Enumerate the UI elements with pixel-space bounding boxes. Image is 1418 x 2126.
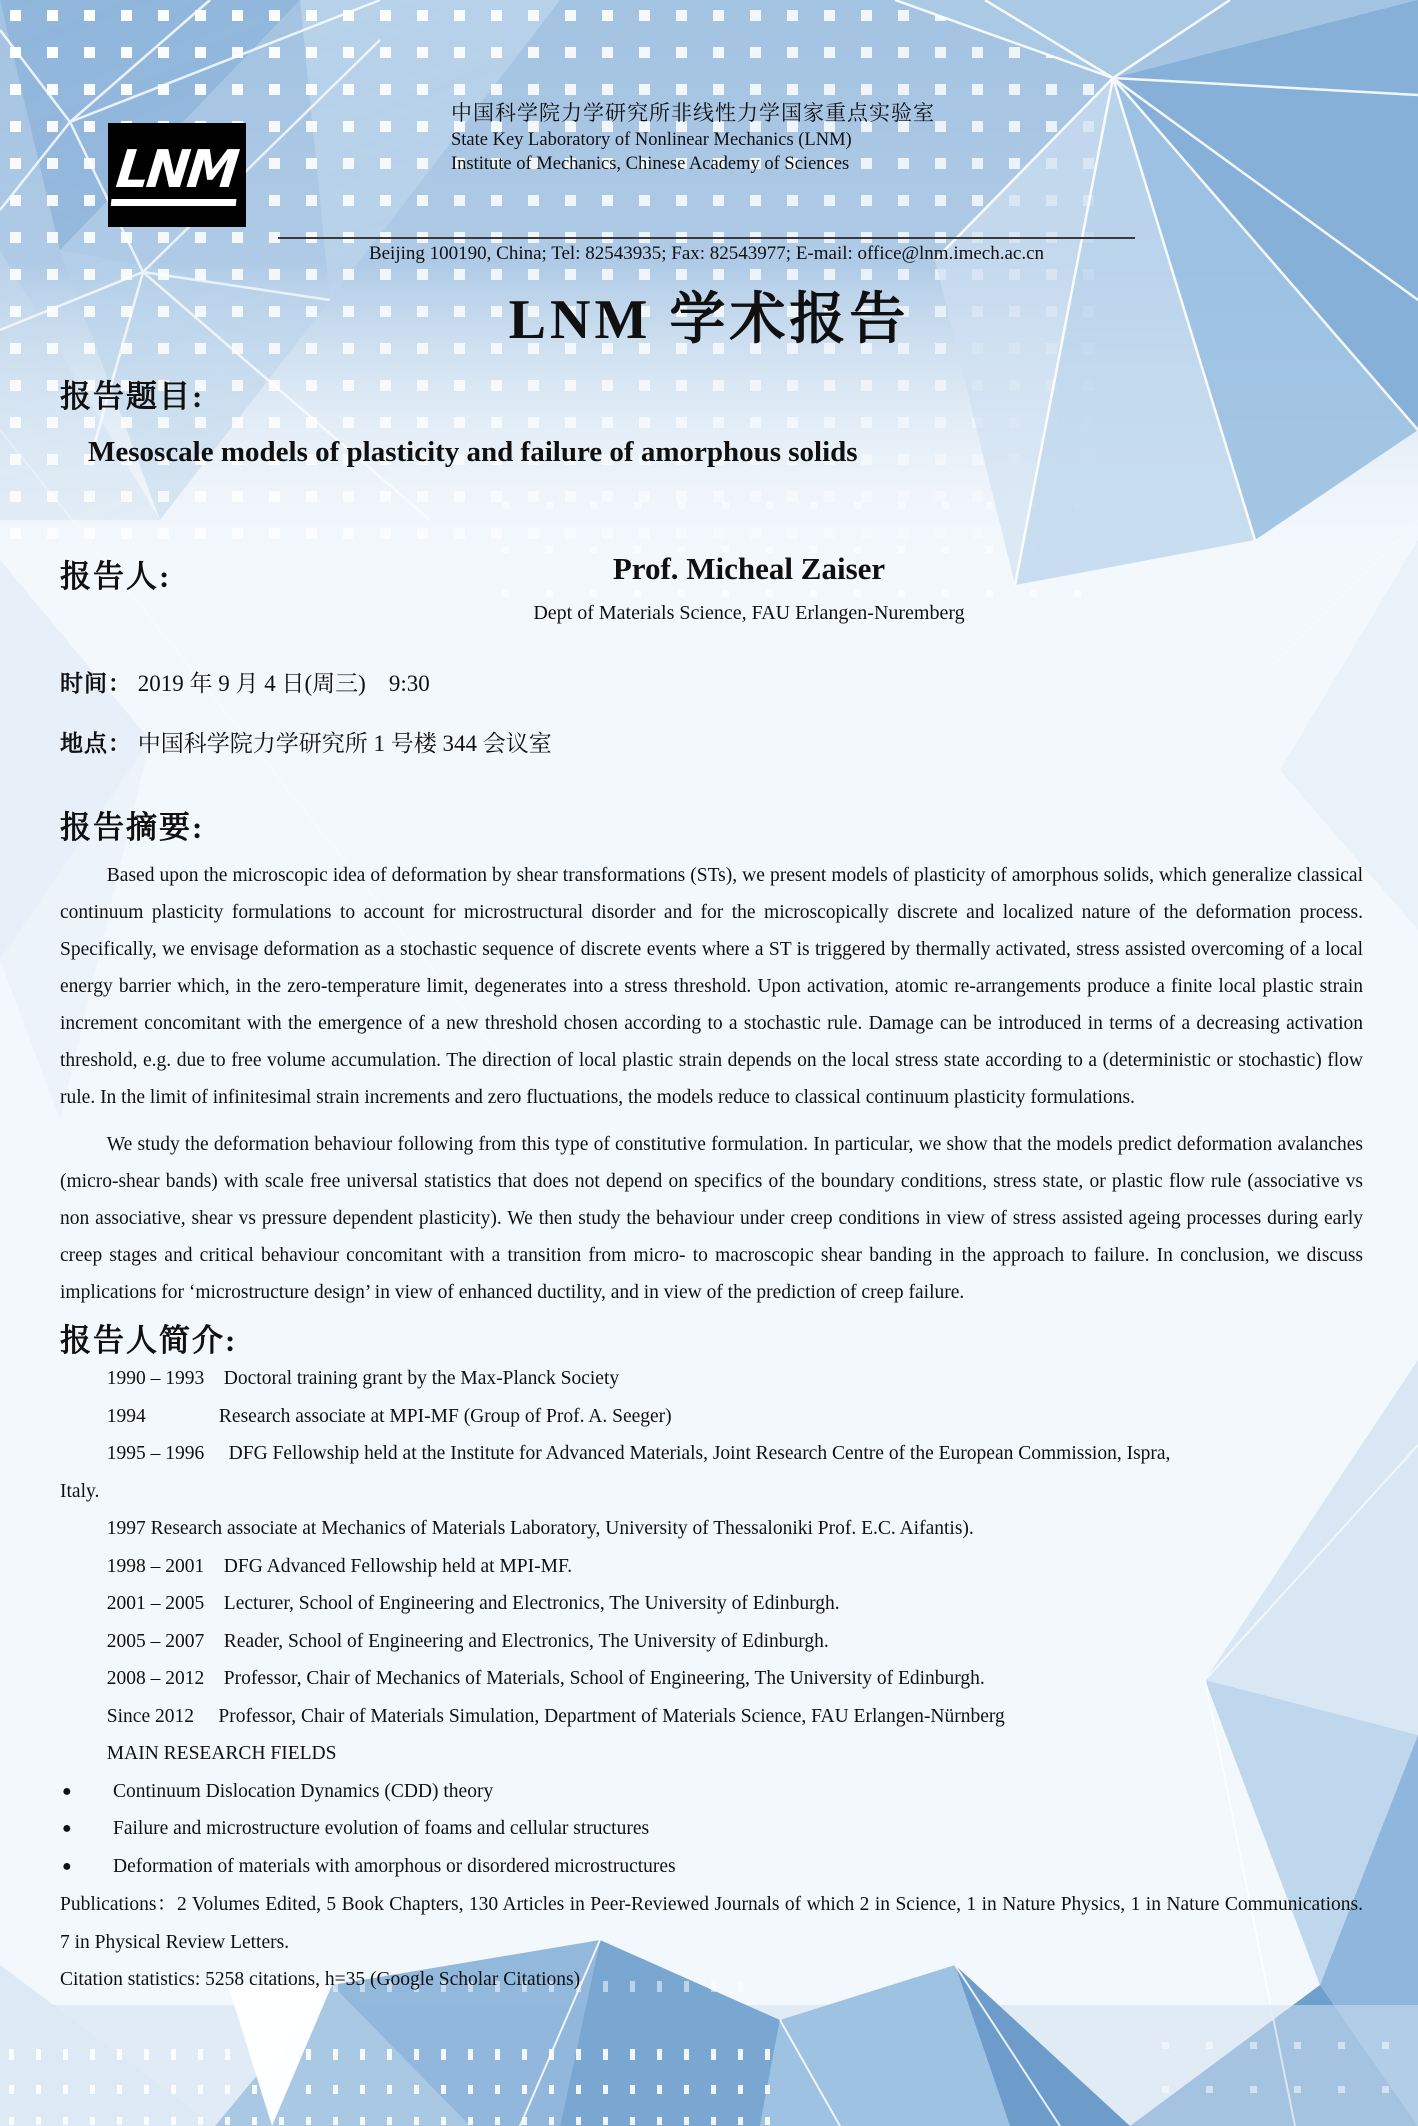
bullet-icon: ● <box>62 1782 72 1800</box>
citation-line: Citation statistics: 5258 citations, h=35 (Google Scholar Citations) <box>60 1969 581 1990</box>
bio-line: Italy. <box>60 1480 100 1502</box>
bio-line: 1997 Research associate at Mechanics of Materials Laboratory, University of Thessaloniki Prof. E.C. Aifantis). <box>106 1518 974 1539</box>
bio-line: 2008 – 2012 Professor, Chair of Mechanics of Materials, School of Engineering, The University of Edinburgh. <box>106 1668 985 1689</box>
talk-title: Mesoscale models of plasticity and failure of amorphous solids <box>88 436 858 468</box>
publications-line: Publications：2 Volumes Edited, 5 Book Chapters, 130 Articles in Peer-Reviewed Journals of which 2 in Science, 1 in Nature Physics, 1 in Nature Communications. 7 in Physical Review Letters. <box>60 1894 1363 1953</box>
research-field-text: Deformation of materials with amorphous or disordered microstructures <box>113 1855 676 1877</box>
contact-line: Beijing 100190, China; Tel: 82543935; Fax: 82543977; E-mail: office@lnm.imech.ac.cn <box>368 243 1045 264</box>
time-label: 时间： <box>60 671 132 696</box>
bio-line: 1994 Research associate at MPI-MF (Group of Prof. A. Seeger) <box>106 1405 672 1427</box>
time-row <box>60 665 1418 698</box>
bio-line: 1990 – 1993 Doctoral training grant by the Max-Planck Society <box>106 1368 620 1389</box>
institute-name-english: Institute of Mechanics, Chinese Academy of Sciences <box>451 154 850 174</box>
header-rule <box>278 237 1135 265</box>
bullet-icon: ● <box>62 1820 72 1837</box>
bio-label: 报告人简介: <box>60 1323 238 1358</box>
topic-label: 报告题目: <box>60 379 205 414</box>
bio-line: 1998 – 2001 DFG Advanced Fellowship held at MPI-MF. <box>106 1555 573 1577</box>
abstract-paragraph: Based upon the microscopic idea of deformation by shear transformations (STs), we present models of plasticity of amorphous solids, which generalize classical continuum plasticity formulations to account for microstructural disorder and for the microscopically discrete and localized nature of the deformation process. Specifically, we envisage deformation as a stochastic sequence of discrete events where a ST is triggered by thermally activated, stress assisted overcoming of a local energy barrier which, in the zero-temperature limit, degenerates into a stress threshold. Upon activation, atomic re-arrangements produce a finite local plastic strain increment concomitant with the emergence of a new threshold chosen according to a stochastic rule. Damage can be introduced in terms of a decreasing activation threshold, e.g. due to free volume accumulation. The direction of local plastic strain depends on the local stress state according to a (deterministic or stochastic) flow rule. In the limit of infinitesimal strain increments and zero fluctuations, the models reduce to classical continuum plasticity formulations. <box>60 865 1363 1108</box>
speaker-label: 报告人: <box>60 559 172 594</box>
research-field-item <box>62 1810 1363 1848</box>
bio-line: 2001 – 2005 Lecturer, School of Engineering and Electronics, The University of Edinburgh. <box>106 1593 840 1614</box>
lab-name-chinese: 中国科学院力学研究所非线性力学国家重点实验室 <box>451 102 935 125</box>
lnm-logo-text: LNM <box>111 144 243 206</box>
research-field-text: Continuum Dislocation Dynamics (CDD) theory <box>113 1780 494 1802</box>
bio-line: Since 2012 Professor, Chair of Materials Simulation, Department of Materials Science, FAU Erlangen-Nürnberg <box>106 1705 1005 1727</box>
research-field-item <box>62 1848 1363 1886</box>
speaker-row <box>0 551 1418 593</box>
abstract-label: 报告摘要: <box>60 810 205 845</box>
venue-row <box>60 725 1418 758</box>
research-field-item <box>62 1773 1363 1811</box>
speaker-affiliation: Dept of Materials Science, FAU Erlangen-Nuremberg <box>533 602 965 624</box>
bio-line: 2005 – 2007 Reader, School of Engineering and Electronics, The University of Edinburgh. <box>106 1630 829 1652</box>
bullet-icon: ● <box>62 1857 72 1875</box>
time-value: 2019 年 9 月 4 日(周三) 9:30 <box>137 671 430 696</box>
abstract-paragraph: We study the deformation behaviour following from this type of constitutive formulation. In particular, we show that the models predict deformation avalanches (micro-shear bands) with scale free universal statistics that does not depend on specifics of the boundary conditions, stress state, or plastic flow rule (associative vs non associative, shear vs pressure dependent plasticity). We then study the behaviour under creep conditions in view of stress assisted ageing processes during early creep stages and critical behaviour concomitant with a transition from micro- to macroscopic shear banding in the approach to failure. In conclusion, we discuss implications for ‘microstructure design’ in view of enhanced ductility, and in view of the prediction of creep failure. <box>60 1134 1363 1303</box>
lnm-logo <box>108 123 246 227</box>
venue-label: 地点： <box>60 731 132 756</box>
bio-line: MAIN RESEARCH FIELDS <box>106 1743 337 1764</box>
poster-title: LNM 学术报告 <box>508 289 910 351</box>
lab-name-english: State Key Laboratory of Nonlinear Mechanics (LNM) <box>451 130 852 150</box>
header <box>0 0 1418 227</box>
speaker-name: Prof. Micheal Zaiser <box>612 551 886 586</box>
venue-value: 中国科学院力学研究所 1 号楼 344 会议室 <box>137 731 552 756</box>
lab-name-block <box>451 95 935 175</box>
bio-line: 1995 – 1996 DFG Fellowship held at the Institute for Advanced Materials, Joint Research Centre of the European Commission, Ispra, <box>106 1443 1171 1464</box>
research-field-text: Failure and microstructure evolution of foams and cellular structures <box>113 1818 650 1839</box>
